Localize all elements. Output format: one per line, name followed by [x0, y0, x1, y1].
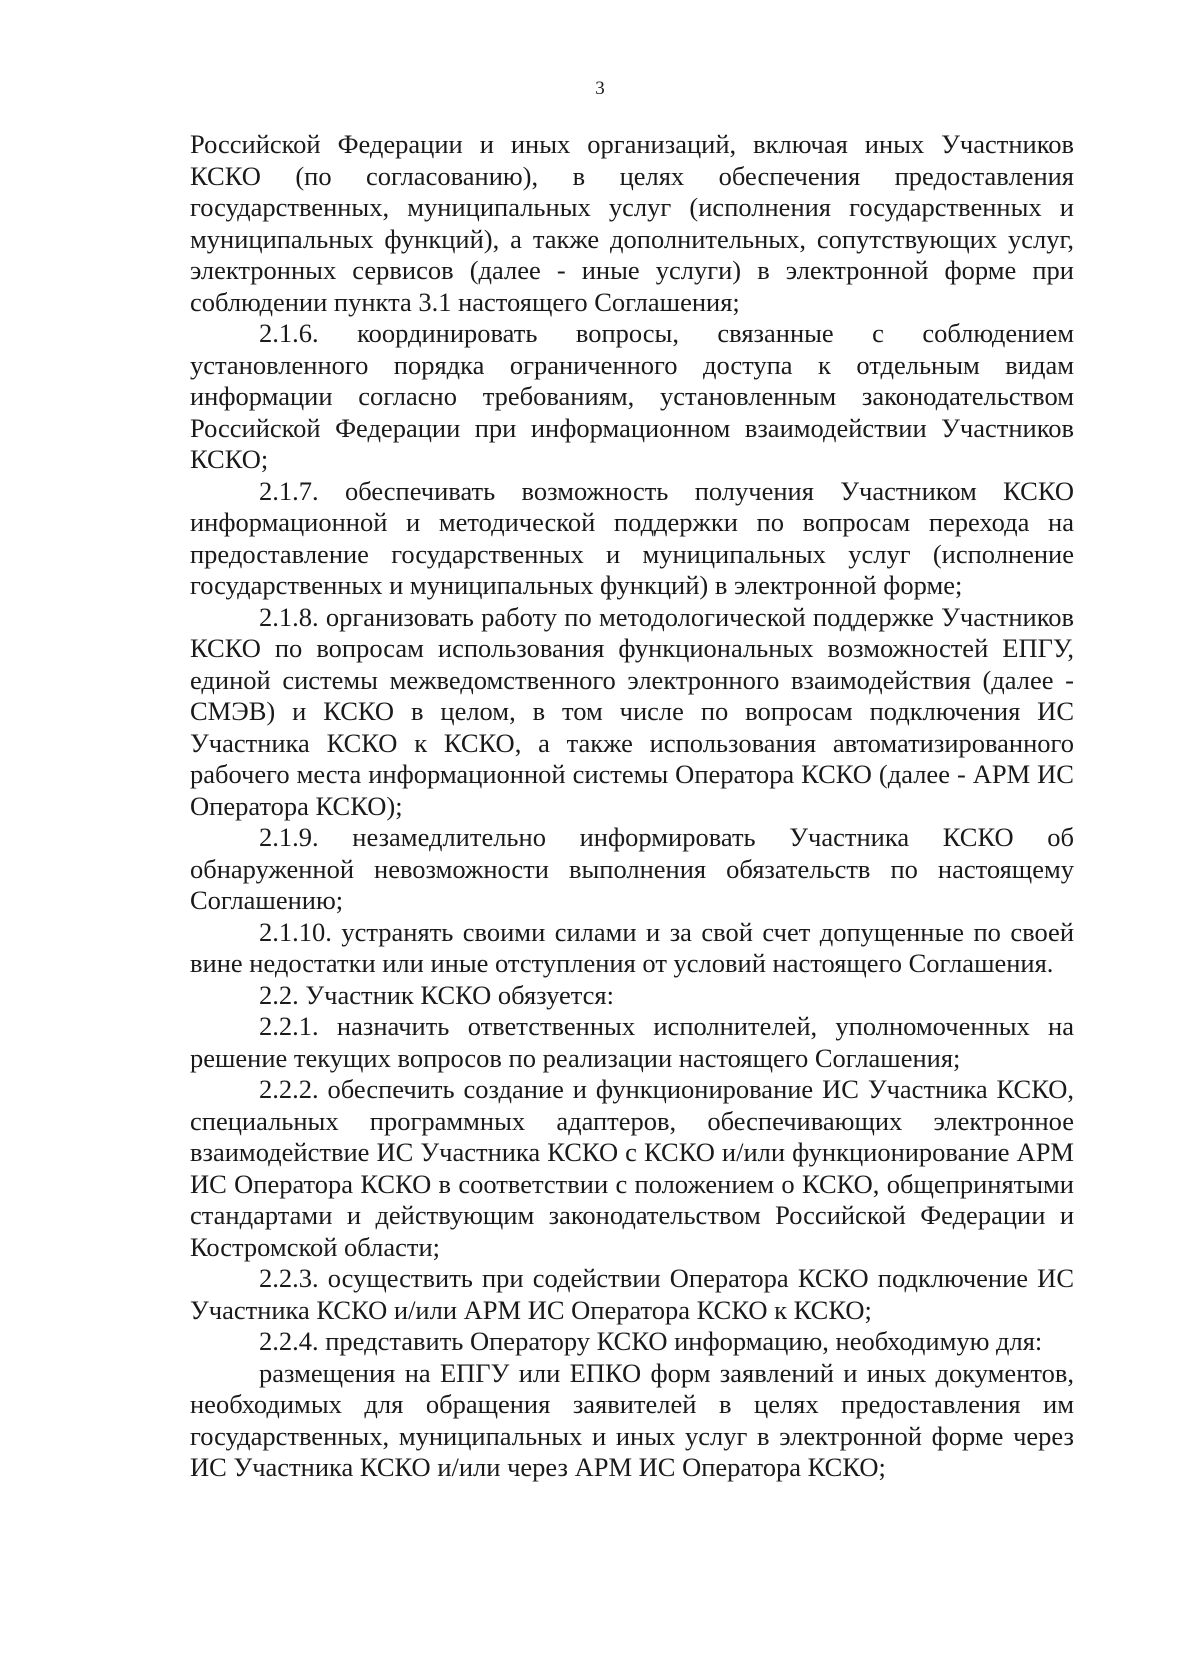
paragraph: размещения на ЕПГУ или ЕПКО форм заявлений и иных документов, необходимых для обращения заявителей в целях предоставления им государственных, муниципальных и иных услуг в электронной форме через ИС Участника КСКО и/или через АРМ ИС Оператора КСКО; — [190, 1357, 1074, 1482]
paragraph: 2.2.4. представить Оператору КСКО информацию, необходимую для: — [259, 1326, 1043, 1356]
page-number: 3 — [595, 78, 605, 99]
paragraph: 2.1.10. устранять своими силами и за свой счет допущенные по своей вине недостатки или иные отступления от условий настоящего Соглашения. — [190, 916, 1074, 978]
paragraph: 2.1.9. незамедлительно информировать Участника КСКО об обнаруженной невозможности выполнения обязательств по настоящему Соглашению; — [190, 822, 1074, 915]
paragraph: 2.2.3. осуществить при содействии Оператора КСКО подключение ИС Участника КСКО и/или АРМ ИС Оператора КСКО к КСКО; — [190, 1263, 1074, 1325]
paragraph: Российской Федерации и иных организаций, включая иных Участников КСКО (по согласованию), в целях обеспечения предоставления государственных, муниципальных услуг (исполнения государственных и муниципальных функций), а также дополнительных, сопутствующих услуг, электронных сервисов (далее - иные услуги) в электронной форме при соблюдении пункта 3.1 настоящего Соглашения; — [190, 129, 1074, 317]
document-body — [190, 129, 1074, 1484]
paragraph: 2.1.8. организовать работу по методологической поддержке Участников КСКО по вопросам использования функциональных возможностей ЕПГУ, единой системы межведомственного электронного взаимодействия (далее - СМЭВ) и КСКО в целом, в том числе по вопросам подключения ИС Участника КСКО к КСКО, а также использования автоматизированного рабочего места информационной системы Оператора КСКО (далее - АРМ ИС Оператора КСКО); — [190, 601, 1074, 821]
paragraph: 2.2.2. обеспечить создание и функционирование ИС Участника КСКО, специальных программных адаптеров, обеспечивающих электронное взаимодействие ИС Участника КСКО с КСКО и/или функционирование АРМ ИС Оператора КСКО в соответствии с положением о КСКО, общепринятыми стандартами и действующим законодательством Российской Федерации и Костромской области; — [190, 1074, 1074, 1262]
paragraph: 2.2.1. назначить ответственных исполнителей, уполномоченных на решение текущих вопросов по реализации настоящего Соглашения; — [190, 1011, 1074, 1073]
paragraph: 2.1.6. координировать вопросы, связанные с соблюдением установленного порядка ограниченного доступа к отдельным видам информации согласно требованиям, установленным законодательством Российской Федерации при информационном взаимодействии Участников КСКО; — [190, 318, 1074, 474]
paragraph: 2.2. Участник КСКО обязуется: — [259, 979, 614, 1010]
paragraph: 2.1.7. обеспечивать возможность получения Участником КСКО информационной и методической поддержки по вопросам перехода на предоставление государственных и муниципальных услуг (исполнение государственных и муниципальных функций) в электронной форме; — [190, 475, 1074, 600]
